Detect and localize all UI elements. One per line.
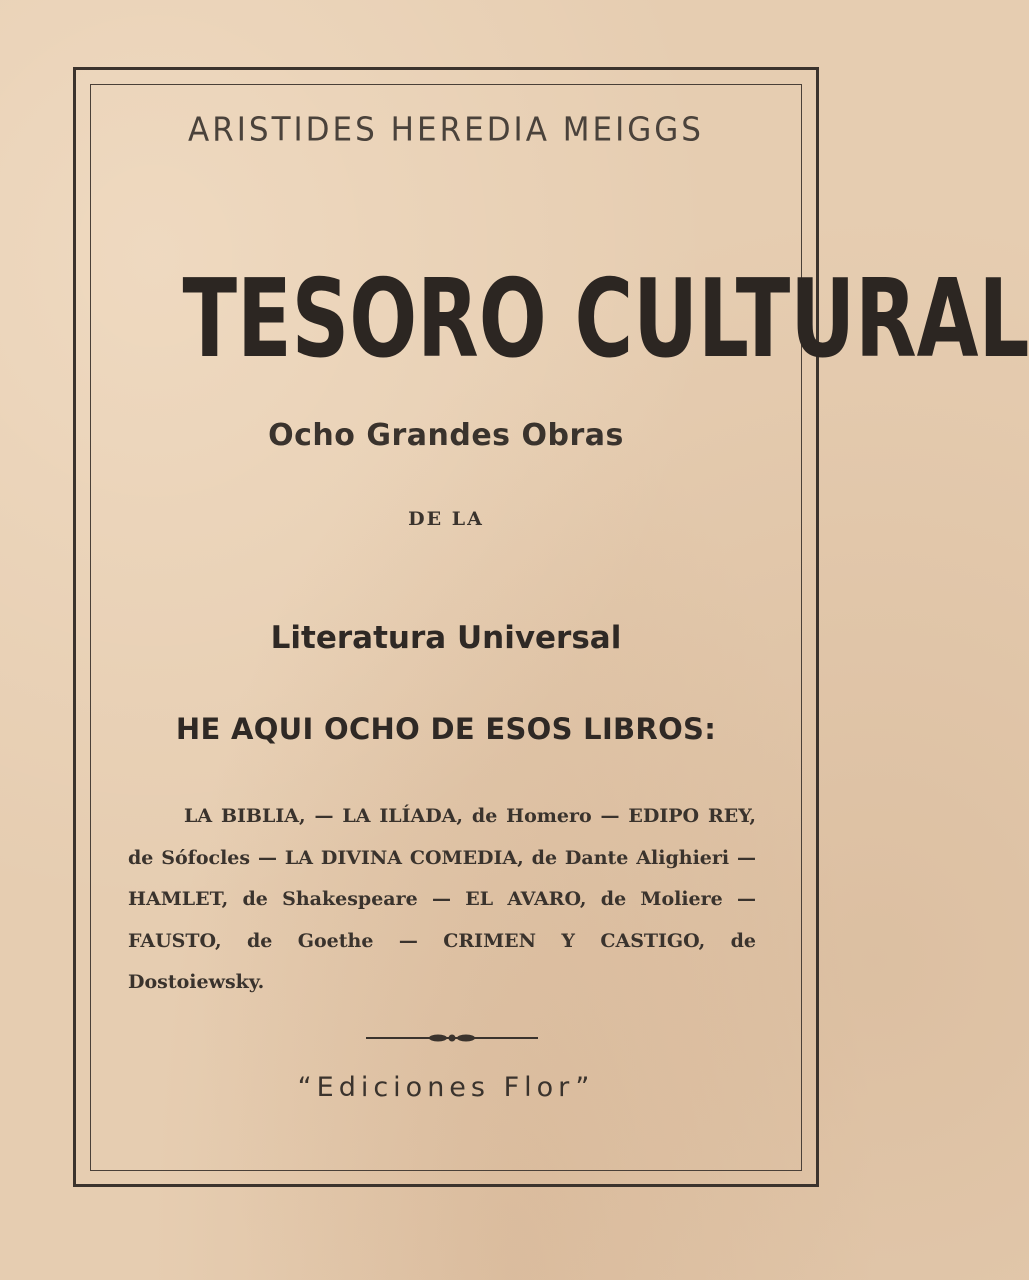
publisher-name: “Ediciones Flor”: [297, 1072, 595, 1103]
book-subtitle: Ocho Grandes Obras: [268, 418, 624, 453]
works-description: LA BIBLIA, — LA ILÍADA, de Homero — EDIPO REY, de Sófocles — LA DIVINA COMEDIA, de Dante Alighieri — HAMLET, de Shakespeare — EL AVARO, de Moliere — FAUSTO, de Goethe — CRIMEN Y CASTIGO, de Dostoiewsky.: [128, 805, 756, 993]
literature-heading: Literatura Universal: [270, 620, 622, 656]
ornament-divider-icon: [366, 1030, 538, 1046]
book-title: TESORO CULTURAL: [182, 257, 1029, 382]
connector-text: DE LA: [408, 508, 484, 530]
author-name: ARISTIDES HEREDIA MEIGGS: [188, 111, 704, 149]
books-list-heading: HE AQUI OCHO DE ESOS LIBROS:: [175, 712, 717, 746]
